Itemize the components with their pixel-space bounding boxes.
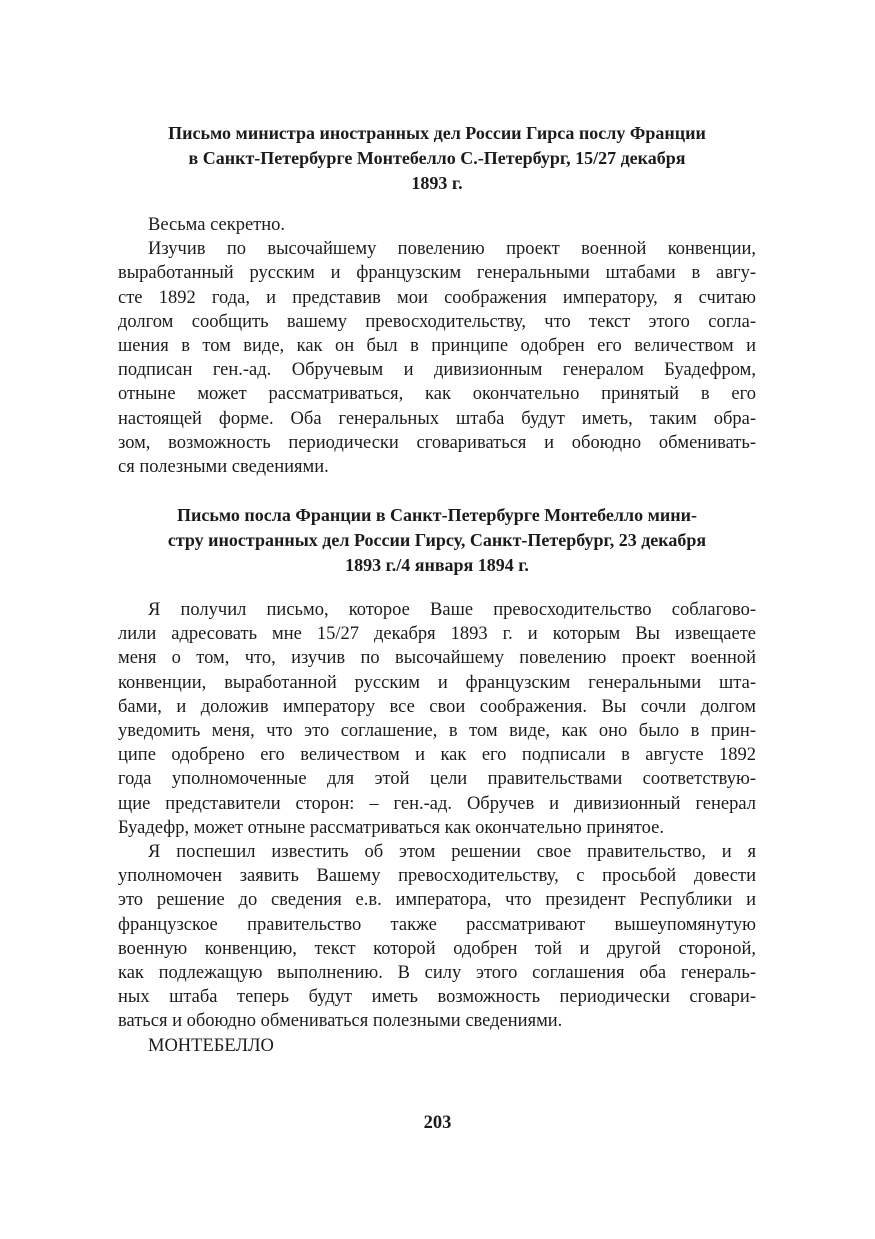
text-line: французское правительство также рассматривают вышеупомянутую	[118, 914, 756, 935]
text-line: Изучив по высочайшему повелению проект военной конвенции,	[148, 239, 756, 260]
letter2-heading	[118, 503, 756, 578]
text-line: ных штаба теперь будут иметь возможность периодически сговари-	[118, 987, 756, 1008]
heading-line: в Санкт-Петербурге Монтебелло С.-Петербург, 15/27 декабря	[188, 148, 686, 168]
text-line: отныне может рассматриваться, как окончательно принятый в его	[118, 384, 756, 405]
heading-line: 1893 г.	[411, 173, 463, 193]
text-line: сте 1892 года, и представив мои соображения императору, я считаю	[118, 287, 756, 308]
text-line: уполномочен заявить Вашему превосходительству, с просьбой довести	[118, 866, 756, 887]
text-line: меня о том, что, изучив по высочайшему повелению проект военной	[118, 648, 756, 669]
text-line: Я получил письмо, которое Ваше превосходительство соблагово-	[148, 600, 756, 620]
text-line: подписан ген.-ад. Обручевым и дивизионным генералом Буадефром,	[118, 360, 756, 381]
text-line: ципе одобрено его величеством и как его подписали в августе 1892	[118, 745, 756, 766]
heading-line: 1893 г./4 января 1894 г.	[345, 555, 529, 575]
text-line: щие представители сторон: – ген.-ад. Обручев и дивизионный генерал	[118, 793, 756, 814]
letter1-heading	[118, 121, 756, 196]
text-line: настоящей форме. Оба генеральных штаба будут иметь, таким обра-	[118, 408, 756, 429]
letter2-text	[118, 598, 756, 1058]
heading-line: стру иностранных дел России Гирсу, Санкт-Петербург, 23 декабря	[167, 530, 707, 550]
heading-line: Письмо министра иностранных дел России Гирса послу Франции	[168, 123, 706, 143]
text-line: конвенции, выработанной русским и французским генеральными шта-	[118, 672, 756, 693]
heading-line: Письмо посла Франции в Санкт-Петербурге Монтебелло мини-	[177, 505, 697, 525]
text-line: зом, возможность периодически сговариваться и обоюдно обменивать-	[118, 432, 756, 453]
text-line: это решение до сведения е.в. императора, что президент Республики и	[118, 890, 756, 911]
text-line: как подлежащую выполнению. В силу этого соглашения оба генераль-	[118, 963, 756, 984]
text-line: бами, и доложив императору все свои соображения. Вы сочли долгом	[118, 696, 756, 717]
text-line: ся полезными сведениями.	[118, 457, 329, 478]
letter1-text	[118, 213, 756, 479]
signature: МОНТЕБЕЛЛО	[148, 1035, 274, 1056]
text-line: ваться и обоюдно обмениваться полезными сведениями.	[118, 1011, 563, 1032]
text-line: лили адресовать мне 15/27 декабря 1893 г. и которым Вы извещаете	[118, 624, 756, 645]
text-line: Буадефр, может отныне рассматриваться как окончательно принятое.	[118, 817, 664, 838]
text-line: военную конвенцию, текст которой одобрен той и другой стороной,	[118, 938, 756, 959]
text-line: долгом сообщить вашему превосходительству, что текст этого согла-	[118, 311, 756, 332]
page-number: 203	[423, 1113, 452, 1133]
text-line: Я поспешил известить об этом решении свое правительство, и я	[148, 842, 756, 863]
text-line: шения в том виде, как он был в принципе одобрен его величеством и	[118, 336, 756, 357]
salutation: Весьма секретно.	[148, 215, 286, 235]
text-line: года уполномоченные для этой цели правительствами соответствую-	[118, 769, 756, 790]
text-line: уведомить меня, что это соглашение, в том виде, как оно было в прин-	[118, 721, 756, 742]
text-line: выработанный русским и французским генеральными штабами в авгу-	[118, 263, 756, 284]
